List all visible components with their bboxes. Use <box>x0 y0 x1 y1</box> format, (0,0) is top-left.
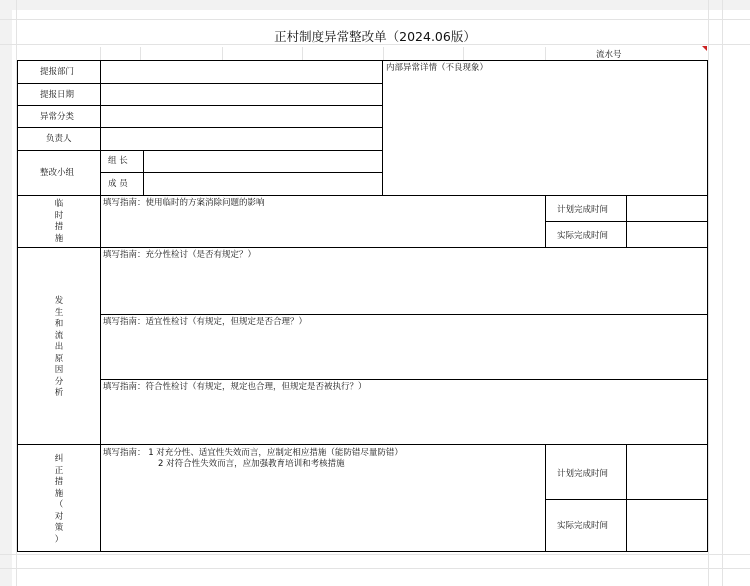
column-header-strip <box>0 0 750 10</box>
cause-guide-compliance: 填写指南：符合性检讨（有规定，规定也合理，但规定是否被执行？） <box>103 382 367 392</box>
grid-col-line <box>463 47 464 60</box>
cause-guide-sufficiency: 填写指南：充分性检讨（是否有规定？） <box>103 250 257 260</box>
label-member: 成 员 <box>108 179 128 189</box>
temp-plan-label: 计划完成时间 <box>557 205 609 215</box>
team-subdivider <box>143 150 144 195</box>
grid-col-line <box>383 47 384 60</box>
correct-actual-label: 实际完成时间 <box>557 521 609 531</box>
comment-marker <box>702 46 707 51</box>
grid-row-line <box>0 554 750 555</box>
correct-plan-label: 计划完成时间 <box>557 469 609 479</box>
temp-time-row-border <box>545 221 708 222</box>
section-border <box>17 444 708 445</box>
grid-col-line <box>222 47 223 60</box>
label-owner: 负责人 <box>46 134 72 144</box>
correct-side-label: 纠 正 措 施 （ 对 策 ） <box>54 454 64 545</box>
row-border <box>17 105 383 106</box>
grid-row-line <box>0 568 750 569</box>
temp-side-label: 临 时 措 施 <box>54 199 64 244</box>
form-title: 正村制度异常整改单（2024.06版） <box>274 29 476 44</box>
cause-row-border <box>100 379 708 380</box>
table-left-border <box>17 60 18 552</box>
section-border <box>17 195 708 196</box>
row-border <box>17 83 383 84</box>
correct-time-row-border <box>545 499 708 500</box>
correct-time-divider <box>545 444 546 552</box>
grid-row-line <box>0 19 750 20</box>
row-border <box>17 150 383 151</box>
correct-guide-line2: 2 对符合性失效而言，应加强教育培训和考核措施 <box>158 459 345 469</box>
grid-col-line <box>100 47 101 60</box>
serial-number-label: 流水号 <box>596 50 622 60</box>
correct-guide-line1: 填写指南： 1 对充分性、适宜性失效而言，应制定相应措施（能防错尽量防错） <box>103 448 403 458</box>
section-border <box>17 247 708 248</box>
correct-time-divider <box>626 444 627 552</box>
grid-col-line <box>302 47 303 60</box>
row-header-strip <box>0 0 12 586</box>
label-team: 整改小组 <box>40 168 75 178</box>
grid-col-line <box>140 47 141 60</box>
table-right-border <box>707 60 708 552</box>
label-date: 提报日期 <box>40 90 75 100</box>
temp-actual-label: 实际完成时间 <box>557 231 609 241</box>
cause-guide-appropriateness: 填写指南：适宜性检讨（有规定，但规定是否合理？） <box>103 317 308 327</box>
detail-label: 内部异常详情（不良现象） <box>386 63 489 73</box>
table-top-border <box>17 60 708 61</box>
label-dept: 提报部门 <box>40 67 75 77</box>
label-column-divider <box>100 60 101 552</box>
label-category: 异常分类 <box>40 112 75 122</box>
label-leader: 组 长 <box>108 156 128 166</box>
row-border <box>17 127 383 128</box>
grid-col-line <box>722 0 723 586</box>
grid-col-line <box>708 0 709 586</box>
temp-guide: 填写指南：使用临时的方案消除问题的影响 <box>103 198 265 208</box>
grid-col-line <box>545 47 546 60</box>
cause-side-label: 发 生 和 流 出 原 因 分 析 <box>54 296 64 398</box>
table-bottom-border <box>17 551 708 552</box>
cause-row-border <box>100 314 708 315</box>
